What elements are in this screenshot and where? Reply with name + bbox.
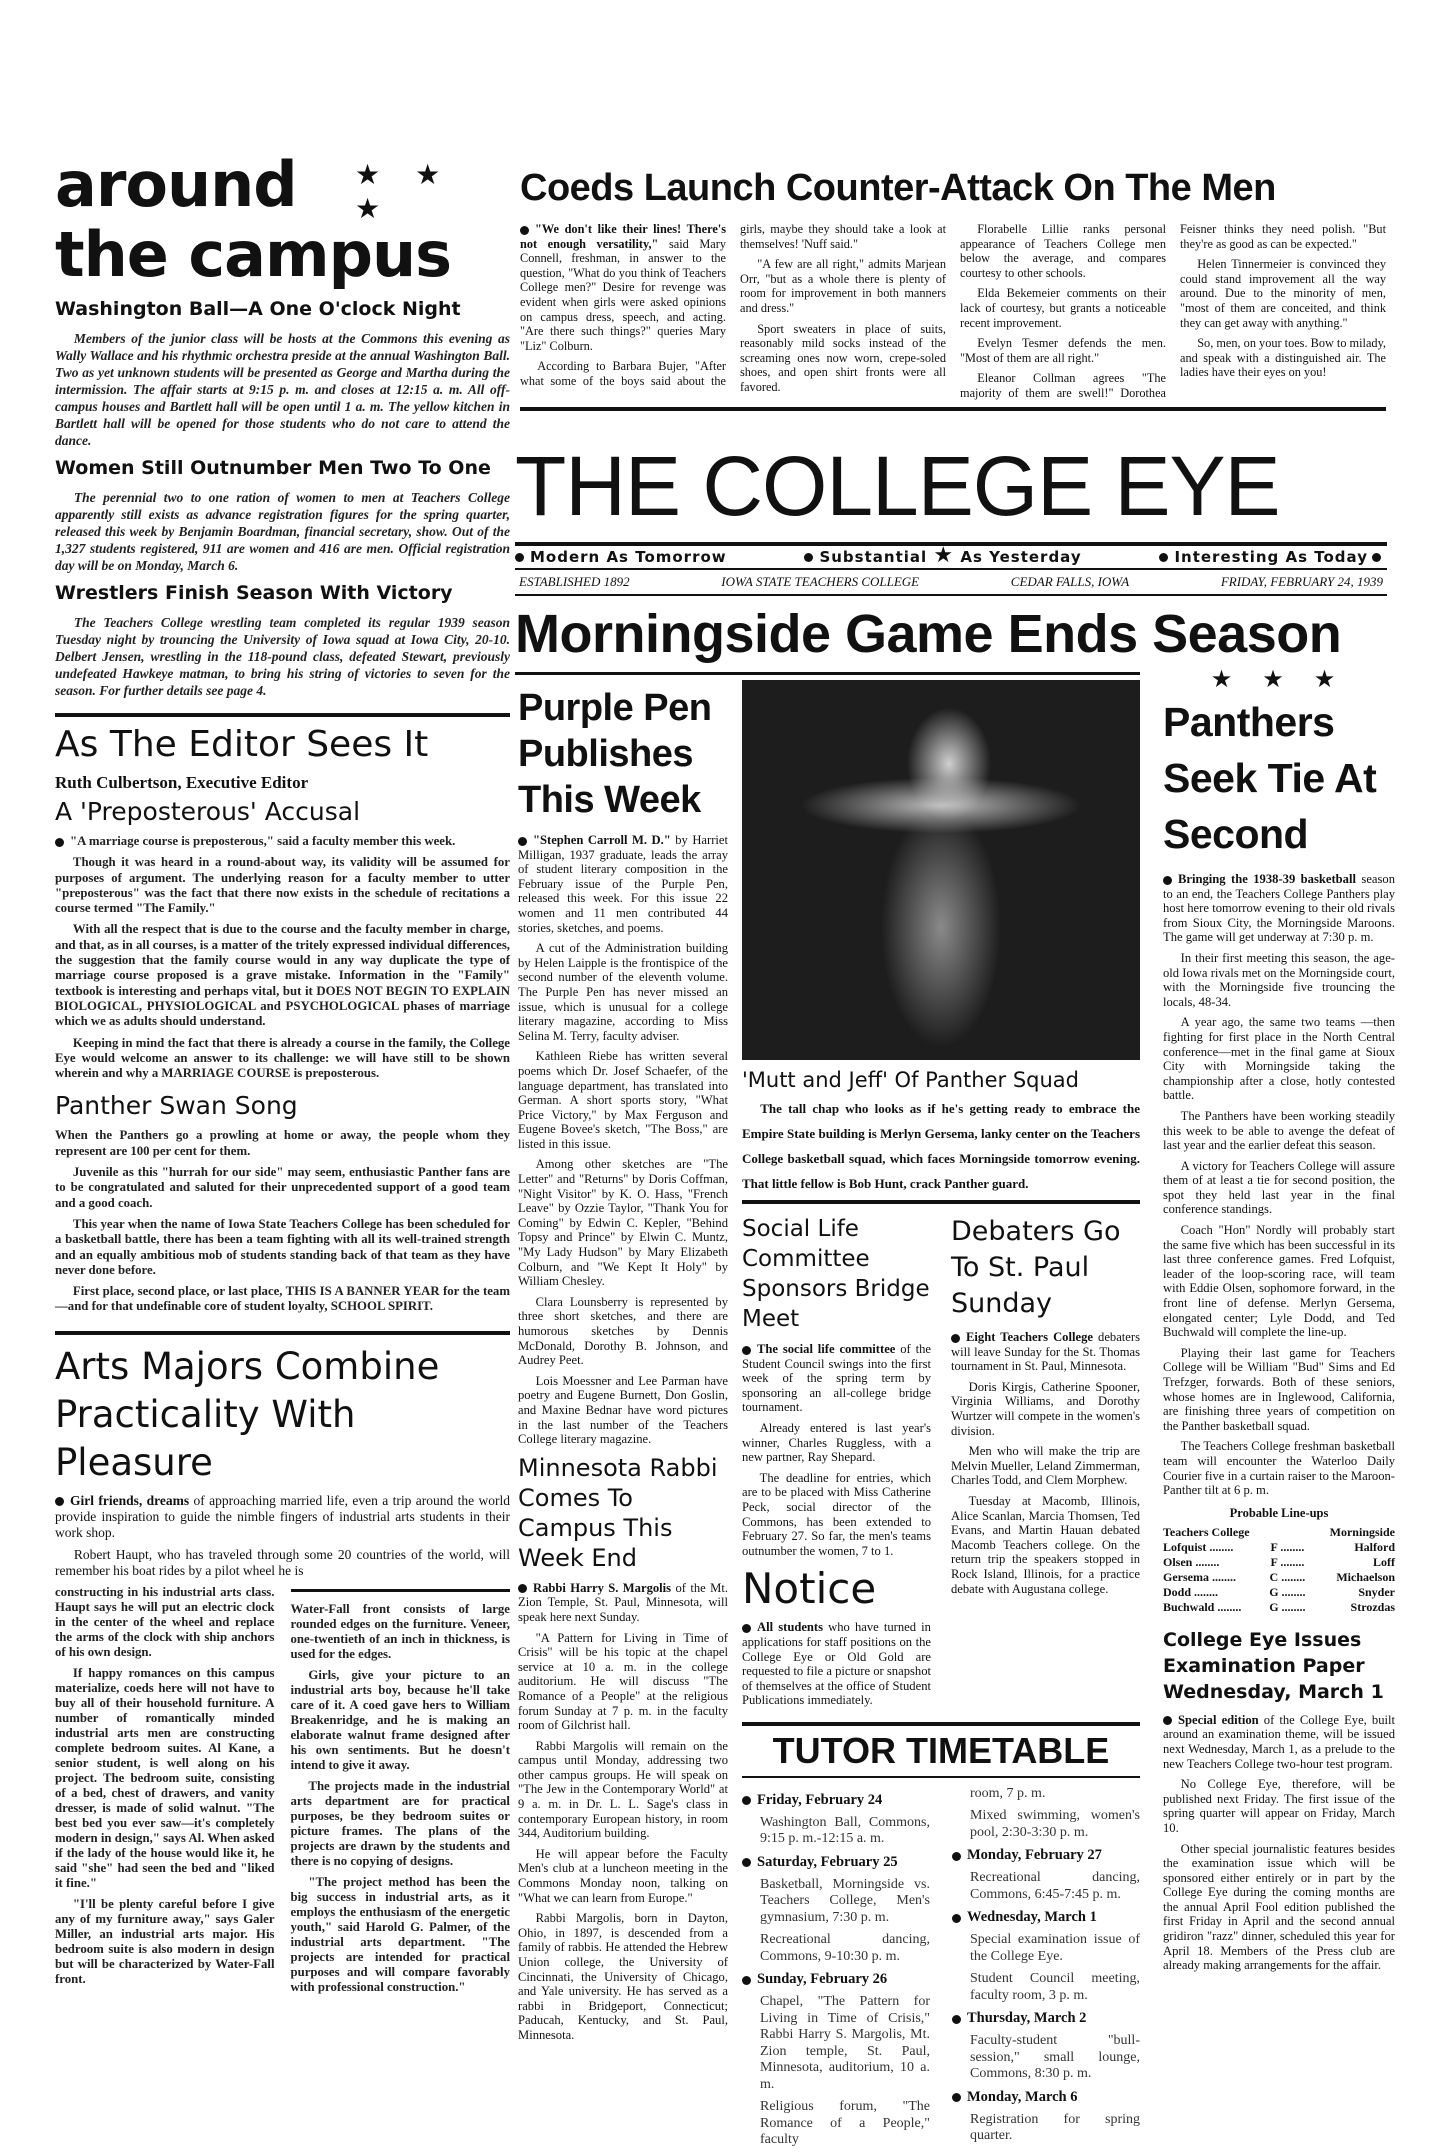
paragraph: constructing in his industrial arts class. Haupt says he will put an electric clock in the center of the wheel and replace the arms of the clock with ship anchors of his own design. <box>55 1584 275 1659</box>
paragraph: Evelyn Tesmer defends the men. "Most of them are all right." <box>960 336 1166 365</box>
stars-ornament: ★ ★ ★ <box>1210 667 1348 693</box>
paragraph: In their first meeting this season, the age-old Iowa rivals met on the Morningside court, with the Morningside five trouncing the locals, 48-34. <box>1163 950 1395 1009</box>
bullet-icon <box>951 1334 960 1343</box>
editorial-title: As The Editor Sees It <box>55 724 429 765</box>
bullet-icon <box>1159 553 1168 562</box>
home-player: Olsen ........ <box>1163 1554 1220 1569</box>
paragraph: With all the respect that is due to the course and the faculty member in charge, and that, as in all courses, is a matter of the tritely expressed individual differences, the suggestion that the family course would in any way duplicate the type of marriage course proposed is a grave mistake. Information in the "Family" textbook is interesting and perhaps vital, but it DOES NOT BEGIN TO EXPLAIN BIOLOGICAL, PHYSIOLOGICAL and PSYCHOLOGICAL phases of marriage which we as adults should understand. <box>55 922 510 1029</box>
article-body <box>1163 1713 1395 1973</box>
paragraph: If happy romances on this campus materialize, coeds here will not have to buy all of their household furniture. A number of romantically minded industrial arts men are constructing complete bedroom suites. Al Kane, a senior student, is well along on his project. The bedroom suite, consisting of a bed, chest of drawers, and vanity dresser, is made of solid walnut. "The best bed you ever saw—it's completely modern in design," says Al. When asked if the lady of the house would like it, he said "she" had seen the bed and "liked it fine." <box>55 1665 275 1890</box>
timetable-item: Recreational dancing, Commons, 9-10:30 p. m. <box>760 1932 930 1964</box>
paragraph: Clara Lounsberry is represented by three short sketches, and there are humorous sketches by Dennis McDonald, Dorothy B. Johnson, and Audrey Peet. <box>518 1294 728 1368</box>
lead-in: Girl friends, dreams <box>70 1492 190 1508</box>
lineup-row <box>1163 1555 1395 1570</box>
slogan-bar <box>515 542 1387 570</box>
lead-in: Bringing the 1938-39 basketball <box>1178 872 1356 886</box>
paragraph: Men who will make the trip are Melvin Mueller, Leland Zimmerman, Charles Todd, and Clem Morphew. <box>951 1444 1140 1488</box>
article-title: College Eye Issues Examination Paper Wednesday, March 1 <box>1163 1628 1384 1703</box>
timetable-columns <box>742 1786 1140 2155</box>
location: CEDAR FALLS, IOWA <box>1010 574 1130 589</box>
position: C ........ <box>1269 1569 1306 1584</box>
timetable-day <box>952 1847 1140 1864</box>
timetable-title: TUTOR TIMETABLE <box>742 1722 1140 1778</box>
bullet-icon <box>55 1497 64 1506</box>
tutor-timetable <box>742 1722 1140 2155</box>
day-label: Thursday, March 2 <box>967 2010 1087 2027</box>
timetable-item: Religious forum, "The Romance of a People," faculty <box>760 2099 930 2148</box>
paragraph: So, men, on your toes. Bow to milady, and speak with a distinguished air. The ladies have their eyes on you! <box>1180 336 1386 380</box>
article-title: Coeds Launch Counter-Attack On The Men <box>520 167 1276 209</box>
newspaper-title: THE COLLEGE EYE <box>515 439 1280 533</box>
paragraph: Coach "Hon" Nordly will probably start the same five which has been successful in its last three conference games. Fred Lofquist, leader of the loop-scoring race, will team with Eddie Olsen, sophomore forward, in the front line of defense. Merlyn Gersema, elongated center; Lyle Dodd, and Ted Buchwald will complete the line-up. <box>1163 1223 1395 1340</box>
established: ESTABLISHED 1892 <box>519 574 630 589</box>
away-player: Snyder <box>1358 1584 1395 1599</box>
lineup-row <box>1163 1540 1395 1555</box>
article-body <box>951 1330 1140 1596</box>
timetable-item: room, 7 p. m. <box>970 1785 1046 1801</box>
bullet-icon <box>518 1584 527 1593</box>
divider <box>515 672 1140 675</box>
lead-in: The social life committee <box>757 1342 896 1356</box>
paragraph: Among other sketches are "The Letter" and "Returns" by Doris Coffman, "Night Visitor" by K. O. Hass, "French Leave" by Ozzie Taylor, "Thank You for Coming" by Edwin C. Kepler, "Behind Topsy and Prince" by Elwin C. Muntz, "My Lady Hudson" by Mary Elizabeth Colburn, and "We Kept It Holy" by William Chesley. <box>518 1157 728 1289</box>
position: G ........ <box>1269 1599 1306 1614</box>
college-name: IOWA STATE TEACHERS COLLEGE <box>721 574 920 589</box>
paragraph: No College Eye, therefore, will be published next Friday. The first issue of the spring quarter will appear on Friday, March 10. <box>1163 1777 1395 1835</box>
slogan: Modern As Tomorrow <box>515 548 727 566</box>
arts-majors-article <box>55 1343 510 2001</box>
article-body <box>1163 872 1395 1498</box>
issue-date: FRIDAY, FEBRUARY 24, 1939 <box>1220 574 1383 589</box>
article-title: Panthers Seek Tie At Second <box>1163 699 1377 857</box>
banner-headline: Morningside Game Ends Season <box>515 604 1342 664</box>
editorial-heading: A 'Preposterous' Accusal <box>55 797 361 826</box>
right-column <box>1163 665 1395 1979</box>
away-player: Loff <box>1373 1554 1395 1569</box>
brief-heading: Wrestlers Finish Season With Victory <box>55 582 453 604</box>
right-news-column <box>951 1208 1140 1714</box>
day-label: Monday, March 6 <box>967 2088 1078 2105</box>
paragraph: The deadline for entries, which are to be placed with Miss Catherine Peck, social director of the Commons, has been extended to February 27. So far, the men's teams outnumber the women, 7 to 1. <box>742 1470 931 1558</box>
divider <box>55 713 510 717</box>
paragraph: The Panthers have been working steadily this week to be able to avenge the defeat of last year and the earlier defeat this season. <box>1163 1108 1395 1153</box>
day-label: Friday, February 24 <box>757 1791 883 1808</box>
campus-briefs <box>55 298 510 699</box>
bullet-icon <box>55 838 64 847</box>
title-line: Arts Majors Combine <box>55 1344 440 1388</box>
paragraph: First place, second place, or last place, THIS IS A BANNER YEAR for the team—and for that undefinable core of student loyalty, SCHOOL SPIRIT. <box>55 1284 510 1314</box>
center-column <box>742 680 1140 2155</box>
article-title <box>55 1343 510 1487</box>
brief-heading: Women Still Outnumber Men Two To One <box>55 457 491 479</box>
bullet-icon <box>742 1858 751 1867</box>
editorial-byline: Ruth Culbertson, Executive Editor <box>55 773 309 792</box>
paragraph: This year when the name of Iowa State Teachers College has been scheduled for a basketball battle, there has been a team fighting with all its well-trained strength and an equally ambitious mob of students standing back of that team as they have never done before. <box>55 1216 510 1277</box>
article-title: Minnesota Rabbi Comes To Campus This Week End <box>518 1453 718 1572</box>
bullet-icon <box>518 837 527 846</box>
article-body <box>742 1620 931 1708</box>
bullet-icon <box>1163 1716 1172 1725</box>
paragraph: "A Pattern for Living in Time of Crisis" will be his topic at the chapel service at 10 a. m. in the college auditorium. He will discuss "The Romance of a People" at the religious forum Sunday at 7 p. m. in the faculty room of Gilchrist hall. <box>518 1630 728 1733</box>
article-body <box>518 1581 728 2043</box>
paragraph: Sport sweaters in place of suits, reasonably mild socks instead of the screaming ones now worn, crepe-soled shoes, and open shirt fronts were all favored. <box>740 321 946 394</box>
paragraph: A cut of the Administration building by Helen Laipple is the frontispice of the second number of the eleventh volume. The Purple Pen has never missed an issue, which is unusual for a college literary magazine, according to Miss Selina M. Terry, faculty adviser. <box>518 941 728 1043</box>
divider <box>520 407 1386 411</box>
position: G ........ <box>1269 1584 1306 1599</box>
timetable-item: Chapel, "The Pattern for Living in Time of Crisis," Rabbi Harry S. Margolis, Mt. Zion temple, St. Paul, Minnesota, auditorium, 10 a. m. <box>760 1994 930 2092</box>
lineups-table <box>1163 1525 1395 1615</box>
brief-body <box>55 489 510 574</box>
timetable-item: Recreational dancing, Commons, 6:45-7:45 p. m. <box>970 1870 1140 1902</box>
lead-in: "We don't like their lines! There's not enough versatility," <box>520 222 726 251</box>
paragraph: Girl friends, dreams of approaching married life, even a trip around the world provide inspiration to guide the nimble fingers of industrial arts students in their work shop. <box>55 1492 510 1540</box>
timetable-item: Basketball, Morningside vs. Teachers College, Men's gymnasium, 7:30 p. m. <box>760 1876 930 1925</box>
article-title: Notice <box>742 1564 877 1614</box>
timetable-item: Registration for spring quarter. <box>970 2111 1140 2144</box>
article-columns <box>55 1585 510 2001</box>
paragraph: Lois Moessner and Lee Parman have poetry and Eugene Burnett, Don Goslin, and Maxine Bednar have word pictures in the last number of the Teachers College literary magazine. <box>518 1373 728 1447</box>
paragraph: Rabbi Margolis, born in Dayton, Ohio, in 1897, is descended from a family of rabbis. He attended the Hebrew Union college, the University of Cincinnati, the University of Chicago, and Yale university. He has served as a rabbi in Bridgeport, Connecticut; Paducah, Kentucky, and St. Paul, Minnesota. <box>518 1911 728 2042</box>
bullet-icon <box>742 1624 751 1633</box>
timetable-item: Washington Ball, Commons, 9:15 p. m.-12:15 a. m. <box>760 1814 930 1847</box>
editorial-body <box>55 834 510 1081</box>
bullet-icon <box>742 1976 751 1985</box>
home-player: Lofquist ........ <box>1163 1539 1234 1554</box>
timetable-item: Special examination issue of the College Eye. <box>970 1932 1140 1964</box>
paragraph: Bringing the 1938-39 basketball season to an end, the Teachers College Panthers play host here tomorrow evening to their old rivals from Sioux City, the Morningside Maroons. The game will get underway at 7:30 p. m. <box>1163 872 1395 945</box>
bullet-icon <box>952 1914 961 1923</box>
timetable-day <box>742 1854 930 1871</box>
paragraph: "I'll be plenty careful before I give any of my furniture away," says Galer Miller, an industrial arts major. His bedroom suite is also modern in design but will be characterized by Water-Fall front. <box>55 1896 275 1986</box>
article-title: Debaters Go To St. Paul Sunday <box>951 1216 1121 1319</box>
bullet-icon <box>1163 876 1172 885</box>
lead-in: Special edition <box>1178 1712 1259 1727</box>
paragraph: A year ago, the same two teams —then fighting for first place in the North Central conference—met in the final game at Sioux City with Morningside taking the championship after a close, hotly contested battle. <box>1163 1015 1395 1103</box>
article-column-body <box>291 1602 511 1995</box>
paragraph: Playing their last game for Teachers College will be William "Bud" Sims and Ed Trefzger, forwards. Both of these seniors, whose homes are in Inglewood, California, are finishing three years of competition on the Panther basketball squad. <box>1163 1345 1395 1433</box>
article-body <box>520 222 1386 401</box>
away-player: Halford <box>1354 1539 1395 1554</box>
lead-in: Rabbi Harry S. Margolis <box>533 1580 672 1595</box>
title-line: around <box>55 148 297 221</box>
paragraph: Girls, give your picture to an industrial arts boy, because he'll take care of it. A coed gave hers to William Breakenridge, and he is making an elaborate walnut frame designed after his own sentiments. But he doesn't intend to give it away. <box>290 1667 510 1772</box>
timetable-item: Student Council meeting, faculty room, 3 p. m. <box>970 1971 1140 2003</box>
paragraph: According to Barbara Bujer, "After what some of the boys said about the girls, maybe they should take a look at themselves! 'Nuff said." <box>520 222 946 388</box>
day-label: Wednesday, March 1 <box>967 1909 1097 1926</box>
paragraph: All students who have turned in applications for staff positions on the College Eye or Old Gold are requested to file a picture or snapshot of themselves at the office of Student Publications immediately. <box>742 1620 931 1708</box>
article-body <box>518 833 728 1447</box>
paragraph: When the Panthers go a prowling at home or away, the people whom they represent are 100 per cent for them. <box>55 1128 510 1158</box>
photo-caption: The tall chap who looks as if he's getting ready to embrace the Empire State building is Merlyn Gersema, lanky center on the Teachers College basketball squad, which faces Morningside tomorrow evening. That little fellow is Bob Hunt, crack Panther guard. <box>742 1101 1140 1191</box>
paragraph: Juvenile as this "hurrah for our side" may seem, enthusiastic Panther fans are to be congratulated and saluted for their unprecedented support of a good team and a good coach. <box>55 1165 510 1210</box>
paragraph: "A few are all right," admits Marjean Orr, "but as a whole there is plenty of room for improvement in both manners and dress." <box>740 257 946 315</box>
bullet-icon <box>1372 553 1381 562</box>
photo-caption-title: 'Mutt and Jeff' Of Panther Squad <box>742 1068 1079 1092</box>
home-player: Buchwald ........ <box>1163 1599 1242 1614</box>
paragraph: Already entered is last year's winner, Charles Ruggless, with a new partner, Ray Shepard. <box>742 1420 931 1465</box>
timetable-day <box>952 2010 1140 2027</box>
brief-heading: Washington Ball—A One O'clock Night <box>55 298 461 320</box>
home-player: Gersema ........ <box>1163 1569 1236 1584</box>
paragraph: "We don't like their lines! There's not enough versatility," said Mary Connell, freshman, in answer to the question, "What do you think of Teachers College men?" Desire for revenge was evident when girls were asked opinions on campus dress, speech, and acting. "Are there such things?" queries Mary "Liz" Colburn. <box>520 222 726 353</box>
paragraph: Eleanor Collman agrees "The majority of them are swell!" Dorothea Feisner thinks they need polish. "But they're as good as can be expected." <box>960 222 1386 400</box>
editorial-section <box>55 723 510 1315</box>
paragraph: Though it was heard in a round-about way, its validity will be assumed for purposes of argument. The underlying reason for a faculty member to utter "preposterous" was the fact that there now exists in the schedule of recitations a course termed "The Family." <box>55 855 510 916</box>
title-line: Practicality With Pleasure <box>55 1392 356 1484</box>
timetable-item: Faculty-student "bull-session," small lounge, Commons, 8:30 p. m. <box>970 2033 1140 2082</box>
lead-in: All students <box>757 1620 824 1635</box>
paragraph: Other special journalistic features besides the examination issue which will be sponsored either entirely or in part by the College Eye during the coming months are the annual April Fool edition published the first Friday in April and the second annual gridiron "razz" dinner, scheduled this year for April 18. Members of the Press club are already making arrangements for the affair. <box>1163 1841 1395 1973</box>
brief-body <box>55 330 510 449</box>
around-the-campus-section <box>55 150 510 2001</box>
bullet-icon <box>804 553 813 562</box>
paragraph: "A marriage course is preposterous," said a faculty member this week. <box>55 834 510 849</box>
article-intro <box>55 1493 510 1579</box>
news-columns <box>742 1208 1140 1714</box>
lineup-row <box>1163 1570 1395 1585</box>
position: F ........ <box>1270 1539 1305 1554</box>
lead-in: Eight Teachers College <box>966 1330 1093 1344</box>
paragraph: Rabbi Harry S. Margolis of the Mt. Zion Temple, St. Paul, Minnesota, will speak here next Sunday. <box>518 1580 728 1624</box>
bullet-icon <box>520 226 529 235</box>
paragraph: Members of the junior class will be hosts at the Commons this evening as Wally Wallace and his rhythmic orchestra preside at the annual Washington Ball. Two as yet unknown students will be presented as George and Martha during the intermission. The affair starts at 9:15 p. m. and closes at 12:15 a. m. All off-campus houses and Bartlett hall will be open until 1 a. m. The yellow kitchen in Bartlett hall will be opened for those students who do not care to attend the dance. <box>55 331 510 448</box>
editorial-heading: Panther Swan Song <box>55 1091 298 1121</box>
timetable-day <box>952 2089 1140 2106</box>
star-icon: ★ <box>933 543 955 568</box>
lead-in: "A marriage course <box>70 834 179 848</box>
bullet-icon <box>515 553 524 562</box>
timetable-column <box>952 1786 1140 2155</box>
bullet-icon <box>952 2093 961 2102</box>
bullet-icon <box>952 1852 961 1861</box>
divider <box>55 1331 510 1335</box>
paragraph: "Stephen Carroll M. D." by Harriet Milligan, 1937 graduate, leads the array of student literary composition in the February issue of the Purple Pen, released this week. For this issue 22 women and 11 men contributed 44 stories, sketches, and poems. <box>518 833 728 935</box>
coeds-article <box>520 160 1386 411</box>
timetable-column <box>742 1786 930 2155</box>
position: F ........ <box>1270 1554 1305 1569</box>
paragraph: The perennial two to one ration of women to men at Teachers College apparently still exists as advance registration figures for the spring quarter, released this week by Benjamin Boardman, financial secretary, show. Out of the 1,327 students registered, 911 are women and 416 are men. Official registration day will be on Monday, March 6. <box>55 490 510 573</box>
paragraph: The projects made in the industrial arts department are for practical purposes, be they bedroom suites or picture frames. The plans of the projects are drawn by the students and there is no copying of designs. <box>290 1778 510 1868</box>
away-player: Strozdas <box>1350 1599 1395 1614</box>
paragraph: He will appear before the Faculty Men's club at a luncheon meeting in the Commons Monday noon, talking on "What we can learn from Europe." <box>518 1846 728 1905</box>
left-news-column <box>742 1208 931 1714</box>
paragraph: A victory for Teachers College will assure them of at least a tie for second position, the spot they held last year in the final conference standings. <box>1163 1158 1395 1217</box>
timetable-day <box>742 1792 930 1809</box>
paragraph: Helen Tinnermeier is convinced they could stand improvement all the way around. Due to the minority of men, "most of them are conceited, and think they can get away with anything." <box>1180 257 1386 330</box>
lineup-row <box>1163 1600 1395 1615</box>
day-label: Monday, February 27 <box>967 1847 1102 1864</box>
home-team: Teachers College <box>1163 1524 1250 1539</box>
paragraph: Tuesday at Macomb, Illinois, Alice Scanlan, Marcia Thomsen, Ted Evans, and Martin Hauan debated Macomb Teachers college. On the return trip the speakers stopped in Rock Island, Illinois, for a practice debate with Augustana college. <box>951 1493 1140 1596</box>
slogan: Substantial ★ As Yesterday <box>804 548 1081 566</box>
day-label: Sunday, February 26 <box>757 1971 888 1988</box>
stars-ornament: ★ ★ ★ <box>355 160 455 225</box>
timetable-item: Mixed swimming, women's pool, 2:30-3:30 p. m. <box>970 1808 1140 1840</box>
paragraph: The Teachers College wrestling team completed its regular 1939 season Tuesday night by trouncing the University of Iowa squad at Iowa City, 20-10. Delbert Jensen, wrestling in the 118-pound class, defeated Stewart, previously undefeated Hawkeye matman, to bring his string of victories to seven for the season. For further details see page 4. <box>55 615 510 698</box>
slogan: Interesting As Today <box>1159 548 1387 566</box>
paragraph: The social life committee of the Student Council swings into the first week of the spring term by sponsoring an all-college bridge tournament. <box>742 1342 931 1415</box>
divider <box>291 1589 511 1592</box>
purple-pen-column <box>518 685 728 2049</box>
article-title: Social Life Committee Sponsors Bridge Meet <box>742 1216 930 1332</box>
title-line: the campus <box>55 218 452 291</box>
dateline <box>515 570 1387 596</box>
lineups-header <box>1163 1525 1395 1540</box>
bullet-icon <box>952 2015 961 2024</box>
away-team: Morningside <box>1329 1524 1395 1539</box>
home-player: Dodd ........ <box>1163 1584 1219 1599</box>
paragraph: Kathleen Riebe has written several poems which Dr. Josef Schaefer, of the language department, has translated into German. A short sports story, "What Price Victory," by Max Ferguson and Eugene Bovee's sketch, "The Boss," are listed in this issue. <box>518 1049 728 1151</box>
bullet-icon <box>742 1796 751 1805</box>
masthead <box>515 430 1387 675</box>
bullet-icon <box>742 1346 751 1355</box>
paragraph: "The project method has been the big success in industrial arts, as it employs the enthusiasm of the energetic youth," said Harold G. Palmer, of the industrial arts department. "The projects are intended for practical purposes and will compare favorably with professional construction." <box>290 1874 510 1994</box>
lineup-row <box>1163 1585 1395 1600</box>
article-column <box>291 1585 511 2001</box>
paragraph: Water-Fall front consists of large rounded edges on the furniture. Veneer, one-twentieth of an inch in thickness, is used for the edges. <box>290 1601 510 1661</box>
timetable-day <box>952 1909 1140 1926</box>
article-title: Purple Pen Publishes This Week <box>518 687 712 821</box>
away-player: Michaelson <box>1336 1569 1395 1584</box>
paragraph: Robert Haupt, who has traveled through some 20 countries of the world, will remember his boat rides by a pilot wheel he is <box>55 1546 510 1578</box>
article-body <box>742 1342 931 1558</box>
paragraph: Eight Teachers College debaters will leave Sunday for the St. Thomas tournament in St. Paul, Minnesota. <box>951 1330 1140 1374</box>
day-label: Saturday, February 25 <box>757 1853 898 1870</box>
timetable-day <box>742 1971 930 1988</box>
editorial-body <box>55 1128 510 1314</box>
brief-body <box>55 614 510 699</box>
lead-in: "Stephen Carroll M. D." <box>533 833 671 847</box>
article-column <box>55 1585 275 2001</box>
lineups-title: Probable Line-ups <box>1229 1505 1329 1520</box>
paragraph: Keeping in mind the fact that there is already a course in the family, the College Eye would welcome an answer to its challenge: we will have still to be shown wherein and why a MARRIAGE COURSE is preposterous. <box>55 1035 510 1081</box>
team-photo <box>742 680 1140 1060</box>
paragraph: Special edition of the College Eye, built around an examination theme, will be issued next Wednesday, March 1, as a prelude to the new Teachers College two-hour test program. <box>1163 1712 1395 1771</box>
paragraph: Florabelle Lillie ranks personal appearance of Teachers College men below the average, and compares courtesy to other schools. <box>960 222 1166 280</box>
divider <box>742 1200 1140 1204</box>
paragraph: Rabbi Margolis will remain on the campus until Monday, addressing two other campus groups. He will speak on "The Jew in the Contemporary World" at 9 a. m. in Dr. L. L. Sage's class in contemporary European history, in room 344, Auditorium building. <box>518 1738 728 1841</box>
paragraph: Doris Kirgis, Catherine Spooner, Virginia Williams, and Dorothy Wurtzer will compete in the women's division. <box>951 1379 1140 1438</box>
paragraph: Elda Bekemeier comments on their lack of courtesy, but grants a noticeable recent improvement. <box>960 286 1166 330</box>
paragraph: The Teachers College freshman basketball team will encounter the Waterloo Daily Courier five in a curtain raiser to the Maroon-Panther tilt at 6 p. m. <box>1163 1439 1395 1498</box>
